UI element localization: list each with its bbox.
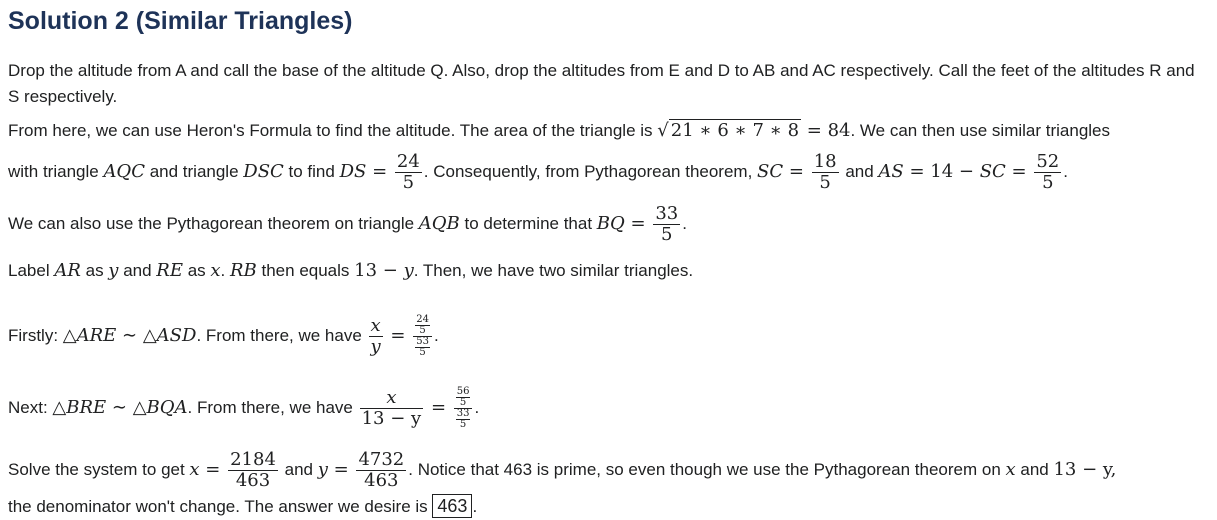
text: . — [1063, 162, 1068, 181]
fraction-ds: $\frac{24}{5}$ — [396, 151, 420, 194]
solution-heading: Solution 2 (Similar Triangles) — [8, 7, 353, 35]
text: . From there, we have — [196, 326, 367, 345]
text: Firstly: — [8, 326, 63, 345]
text: as — [80, 261, 109, 280]
text: . Consequently, from Pythagorean theorem, — [423, 162, 758, 181]
nested-fraction-2: $\frac{\frac{56}{5}}{\frac{33}{5}}$ — [454, 387, 473, 430]
paragraph-labels — [8, 258, 1209, 288]
answer-box: 463 — [432, 494, 472, 518]
text: Label — [8, 261, 55, 280]
text: Solve the system to get — [8, 460, 190, 479]
text: . We can then use similar triangles — [850, 121, 1111, 140]
fraction-sc: $\frac{18}{5}$ — [813, 151, 837, 194]
math-sc: SC — [979, 161, 1006, 182]
math-ds: DS — [339, 161, 367, 182]
math: = — [624, 213, 652, 234]
math-sc: SC — [757, 161, 784, 182]
paragraph-herons — [8, 118, 1209, 144]
fraction-x-over-y: $\frac{x}{y}$ — [370, 315, 381, 358]
text: . From there, we have — [187, 398, 358, 417]
text: . — [220, 261, 230, 280]
text: to find — [283, 162, 340, 181]
text: We can also use the Pythagorean theorem on triangle — [8, 214, 419, 233]
text: . — [474, 398, 480, 417]
math-similar-1: △ARE ∼ △ASD — [62, 325, 197, 346]
math-aqb: AQB — [418, 213, 460, 234]
paragraph-similar-triangles — [8, 146, 1209, 198]
math: = 14 − — [903, 161, 980, 182]
math-y: y — [317, 459, 328, 480]
math: = — [783, 161, 810, 182]
paragraph-bq — [8, 202, 1209, 246]
paragraph-firstly — [8, 306, 1209, 366]
math: 13 − — [354, 260, 404, 281]
text: and triangle — [144, 162, 244, 181]
math-y: y — [108, 260, 119, 281]
text: and — [279, 460, 318, 479]
math-bq: BQ — [596, 213, 625, 234]
text: Next: — [8, 398, 53, 417]
paragraph-altitudes: Drop the altitude from A and call the base of the altitude Q. Also, drop the altitudes from E and D to AB and AC respectively. Call the feet of the altitudes R and S respectively. — [8, 61, 1195, 106]
math-similar-2: △BRE ∼ △BQA — [52, 397, 188, 418]
math: = — [425, 397, 452, 418]
fraction-x-over-13-y: $\frac{x}{13 - y}$ — [361, 387, 422, 430]
math-dsc: DSC — [243, 161, 284, 182]
math: = — [384, 325, 412, 346]
math-rb: RB — [230, 260, 257, 281]
math-aqc: AQC — [103, 161, 145, 182]
math-y: y — [403, 260, 414, 281]
text: . — [472, 497, 478, 516]
paragraph-answer — [8, 494, 1209, 520]
math: = — [199, 459, 227, 480]
text: and — [118, 261, 157, 280]
solution-section — [0, 6, 1217, 520]
paragraph-solve — [8, 450, 1209, 490]
text: and — [840, 162, 879, 181]
math: = — [1005, 161, 1033, 182]
fraction-y-value: $\frac{4732}{463}$ — [358, 449, 405, 492]
fraction-as: $\frac{52}{5}$ — [1036, 151, 1060, 194]
math: = 84 — [801, 120, 851, 141]
fraction-x-value: $\frac{2184}{463}$ — [230, 449, 276, 492]
paragraph-next — [8, 378, 1209, 438]
math: = — [366, 161, 393, 182]
math-x: x — [189, 459, 200, 480]
text: . — [682, 214, 687, 233]
text: and — [1015, 460, 1054, 479]
math-x: x — [1005, 459, 1016, 480]
text: From here, we can use Heron's Formula to find the altitude. The area of the triangle is — [8, 121, 658, 140]
fraction-bq: $\frac{33}{5}$ — [655, 203, 679, 246]
math-13-minus-y: 13 − y, — [1053, 459, 1117, 480]
math: = — [327, 459, 355, 480]
text: then equals — [256, 261, 355, 280]
text: with triangle — [8, 162, 104, 181]
text: . Notice that 463 is prime, so even though we use the Pythagorean theorem on — [408, 460, 1006, 479]
math-ar: AR — [54, 260, 81, 281]
math-x: x — [210, 260, 221, 281]
sqrt-expression: √ 21 ∗ 6 ∗ 7 ∗ 8 — [657, 120, 800, 141]
text: the denominator won't change. The answer we desire is — [8, 497, 433, 516]
nested-fraction-1: $\frac{\frac{24}{5}}{\frac{53}{5}}$ — [413, 315, 432, 358]
text: . — [433, 326, 439, 345]
text: to determine that — [459, 214, 597, 233]
text: as — [182, 261, 211, 280]
math-re: RE — [156, 260, 183, 281]
text: . Then, we have two similar triangles. — [413, 261, 694, 280]
math-as: AS — [878, 161, 904, 182]
